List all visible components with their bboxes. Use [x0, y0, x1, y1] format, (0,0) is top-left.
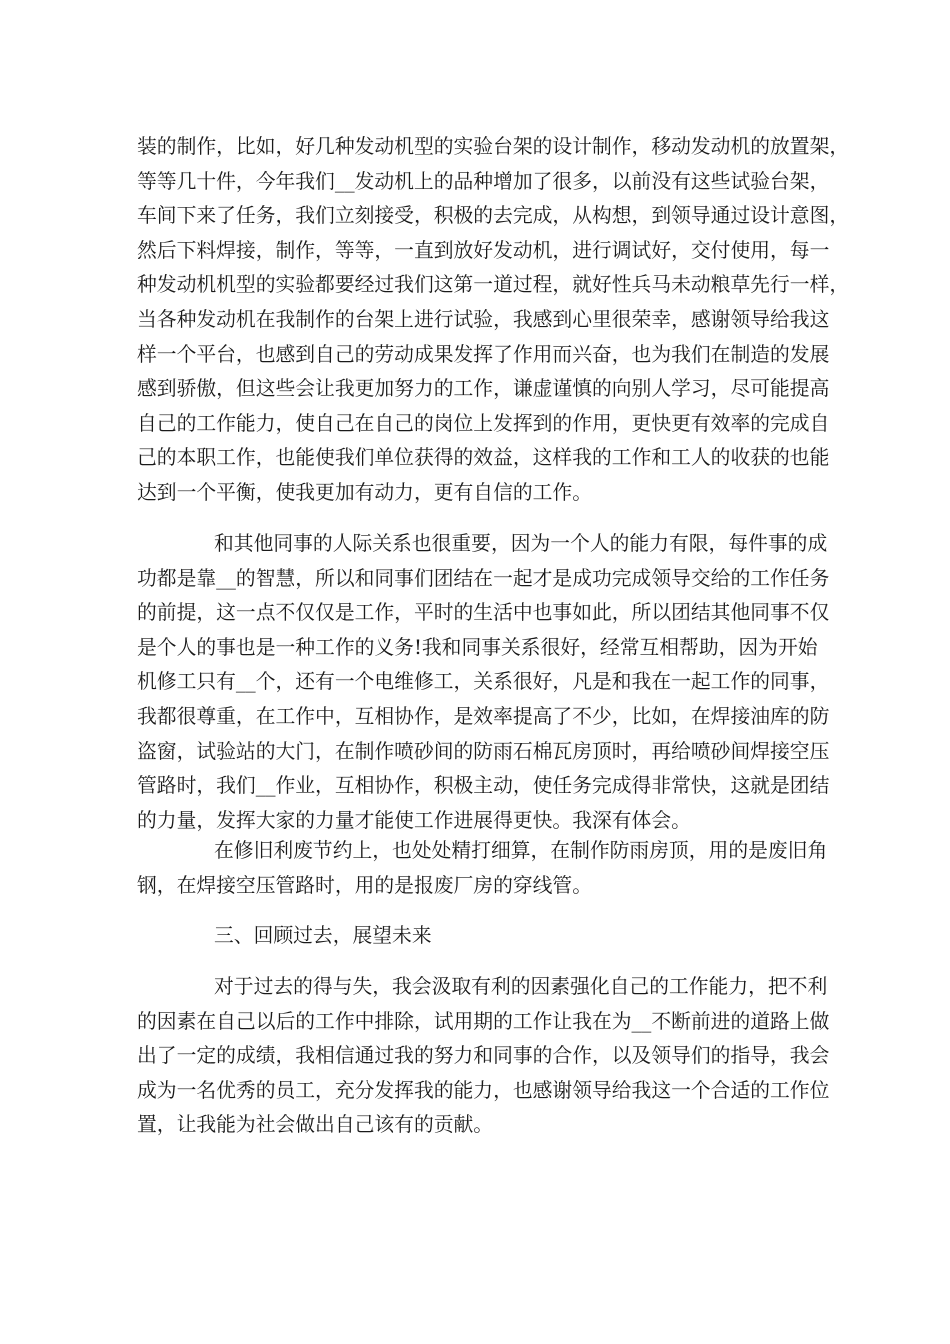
- paragraph-outlook: [137, 970, 830, 1143]
- text-line: 出了一定的成绩，我相信通过我的努力和同事的合作，以及领导们的指导，我会: [137, 1044, 830, 1068]
- text-line: 成为一名优秀的员工，充分发挥我的能力，也感谢领导给我这一个合适的工作位: [137, 1078, 830, 1102]
- text-line: 管路时，我们__作业，互相协作，积极主动，使任务完成得非常快，这就是团结: [137, 774, 830, 798]
- text-line: 样一个平台，也感到自己的劳动成果发挥了作用而兴奋，也为我们在制造的发展: [137, 342, 830, 366]
- text-line: 的因素在自己以后的工作中排除，试用期的工作让我在为__不断前进的道路上做: [137, 1009, 830, 1033]
- text-line: 自己的工作能力，使自己在自己的岗位上发挥到的作用，更快更有效率的完成自: [137, 411, 830, 435]
- text-line: 当各种发动机在我制作的台架上进行试验，我感到心里很荣幸，感谢领导给我这: [137, 307, 830, 331]
- text-line: 等等几十件，今年我们__发动机上的品种增加了很多，以前没有这些试验台架，: [137, 169, 830, 193]
- text-line: 和其他同事的人际关系也很重要，因为一个人的能力有限，每件事的成: [214, 532, 828, 555]
- text-line: 在修旧利废节约上，也处处精打细算，在制作防雨房顶，用的是废旧角: [214, 839, 828, 862]
- text-line: 盗窗，试验站的大门，在制作喷砂间的防雨石棉瓦房顶时，再给喷砂间焊接空压: [137, 739, 830, 763]
- text-line: 己的本职工作，也能使我们单位获得的效益，这样我的工作和工人的收获的也能: [137, 446, 830, 470]
- text-line: 机修工只有__个，还有一个电维修工，关系很好，凡是和我在一起工作的同事，: [137, 670, 830, 694]
- paragraph-work-continuation: [137, 130, 850, 511]
- text-line: 对于过去的得与失，我会汲取有利的因素强化自己的工作能力，把不利: [214, 975, 828, 998]
- text-line: 置，让我能为社会做出自己该有的贡献。: [137, 1113, 494, 1137]
- text-line: 装的制作，比如，好几种发动机型的实验台架的设计制作，移动发动机的放置架，: [137, 135, 850, 158]
- paragraph-colleague-relations: [137, 527, 830, 838]
- text-line: 车间下来了任务，我们立刻接受，积极的去完成，从构想，到领导通过设计意图，: [137, 204, 850, 228]
- paragraph-recycling: [137, 834, 828, 903]
- text-line: 功都是靠__的智慧，所以和同事们团结在一起才是成功完成领导交给的工作任务: [137, 566, 830, 590]
- section-heading: [137, 919, 817, 954]
- text-line: 种发动机机型的实验都要经过我们这第一道过程，就好性兵马未动粮草先行一样，: [137, 273, 850, 297]
- text-line: 然后下料焊接，制作，等等，一直到放好发动机，进行调试好，交付使用，每一: [137, 238, 830, 262]
- text-line: 的前提，这一点不仅仅是工作，平时的生活中也事如此，所以团结其他同事不仅: [137, 601, 830, 625]
- text-line: 我都很尊重，在工作中，互相协作，是效率提高了不少，比如，在焊接油库的防: [137, 704, 830, 728]
- text-line: 钢，在焊接空压管路时，用的是报废厂房的穿线管。: [137, 873, 592, 897]
- text-line: 是个人的事也是一种工作的义务!我和同事关系很好，经常互相帮助，因为开始: [137, 635, 818, 659]
- text-line: 达到一个平衡，使我更加有动力，更有自信的工作。: [137, 480, 592, 504]
- text-line: 感到骄傲，但这些会让我更加努力的工作，谦虚谨慎的向别人学习，尽可能提高: [137, 377, 830, 401]
- section-heading-text: 三、回顾过去，展望未来: [214, 924, 432, 947]
- text-line: 的力量，发挥大家的力量才能使工作进展得更快。我深有体会。: [137, 808, 691, 832]
